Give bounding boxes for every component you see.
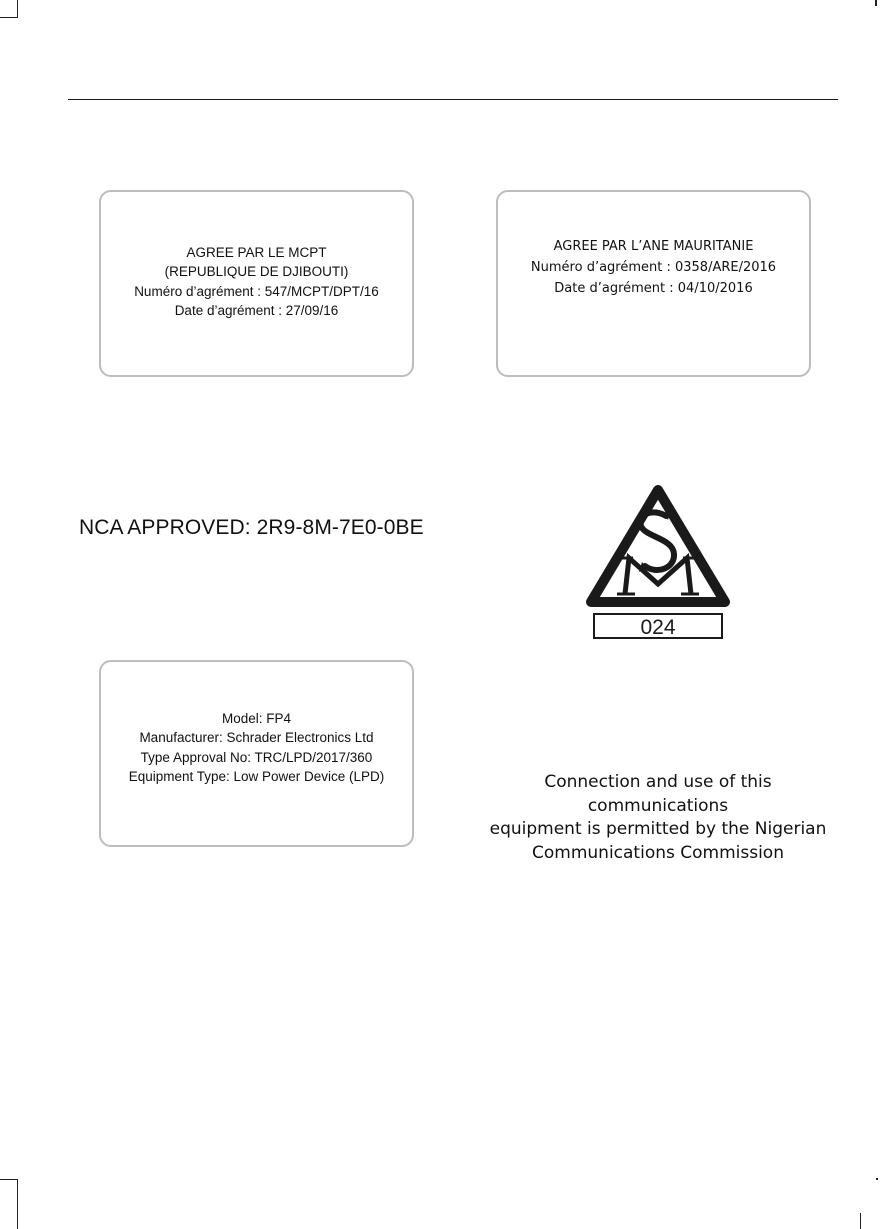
schrader-line-1: Model: FP4 (221, 710, 292, 726)
crop-mark-top-left-horizontal (0, 17, 18, 18)
sm-certification-mark-icon (573, 474, 743, 652)
djibouti-line-3: Numéro d’agrément : 547/MCPT/DPT/16 (134, 283, 379, 299)
crop-mark-top-left-vertical (17, 0, 18, 18)
mauritanie-line-1: AGREE PAR L’ANE MAURITANIE (553, 239, 754, 254)
ncc-statement (468, 771, 848, 865)
ncc-line-1: Connection and use of this (544, 772, 772, 792)
djibouti-approval-label (99, 190, 414, 377)
djibouti-line-2: (REPUBLIQUE DE DJIBOUTI) (164, 264, 349, 279)
djibouti-line-1: AGREE PAR LE MCPT (186, 244, 327, 260)
schrader-equipment-label (99, 660, 414, 847)
mauritanie-line-2: Numéro d’agrément : 0358/ARE/2016 (530, 260, 777, 275)
schrader-line-4: Equipment Type: Low Power Device (LPD) (128, 769, 385, 784)
ncc-line-4: Communications Commission (532, 842, 784, 863)
crop-mark-right-dot (876, 1178, 878, 1180)
header-rule (68, 99, 838, 100)
crop-mark-bottom-left-vertical (17, 1179, 18, 1229)
crop-mark-bottom-right (860, 1213, 861, 1229)
mauritanie-line-3: Date d’agrément : 04/10/2016 (554, 281, 753, 296)
crop-mark-top-right (875, 0, 877, 6)
mauritanie-approval-label (496, 190, 811, 377)
djibouti-line-4: Date d’agrément : 27/09/16 (174, 303, 339, 318)
crop-mark-bottom-left-horizontal (0, 1179, 18, 1180)
nca-approval-text: NCA APPROVED: 2R9-8M-7E0-0BE (79, 516, 424, 539)
sm-mark-number: 024 (640, 616, 676, 639)
schrader-line-2: Manufacturer: Schrader Electronics Ltd (139, 730, 374, 745)
ncc-line-3: equipment is permitted by the Nigerian (489, 819, 827, 839)
schrader-line-3: Type Approval No: TRC/LPD/2017/360 (140, 749, 373, 765)
ncc-line-2: communications (587, 795, 729, 816)
